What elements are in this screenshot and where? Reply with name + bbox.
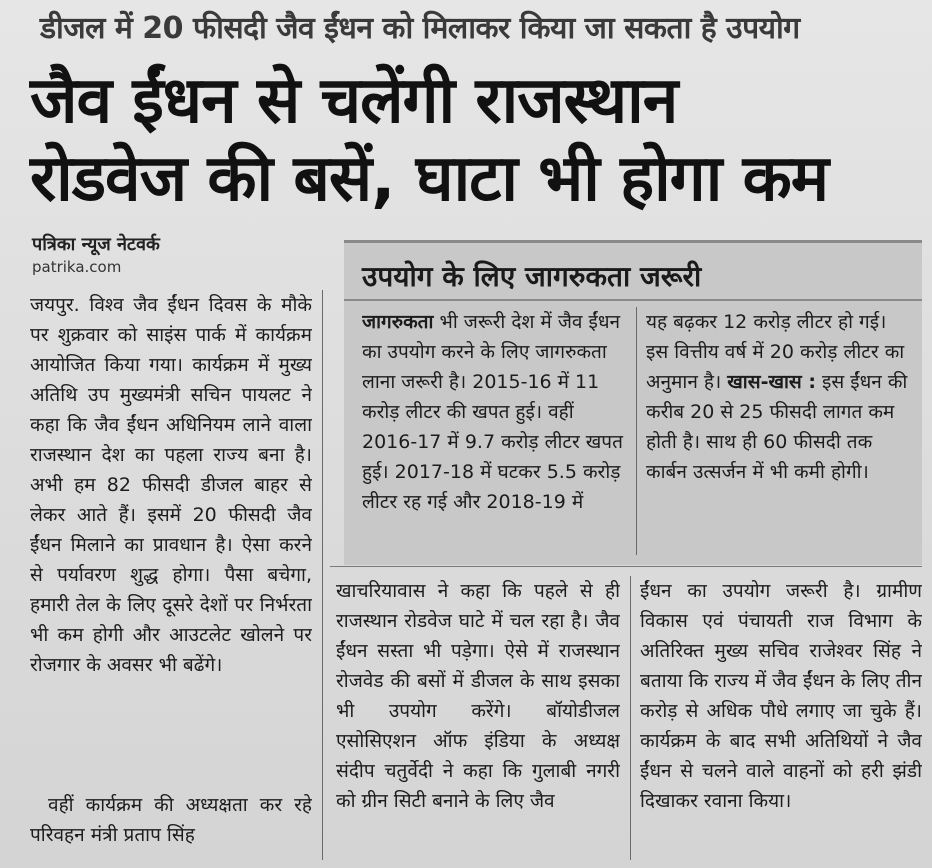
info-box-rule [344,299,922,301]
info-box-left-lead: जागरुकता [362,311,434,333]
article-column-3: ईंधन का उपयोग जरूरी है। ग्रामीण विकास एवं पंचायती राज विभाग के अतिरिक्त मुख्य सचिव राजेश्वर सिंह ने बताया कि राज्य में जैव ईंधन के लिए तीन करोड़ से अधिक पौधे लगाए जा चुके हैं। कार्यक्रम के बाद सभी अतिथियों ने जैव ईंधन से चलने वाले वाहनों को हरी झंडी दिखाकर रवाना किया। [640,580,922,812]
headline-line-1: जैव ईंधन से चलेंगी राजस्थान [30,64,678,138]
column-divider [630,576,631,860]
info-box-right-body: यह बढ़कर 12 करोड़ लीटर हो गई। इस वित्तीय वर्ष में 20 करोड़ लीटर का अनुमान है। [646,311,905,393]
article-column-2: खाचरियावास ने कहा कि पहले से ही राजस्थान रोडवेज घाटे में चल रहा है। जैव ईंधन सस्ता भी पड़ेगा। ऐसे में राजस्थान रोजवेड की बसों में डीजल के साथ इसका भी उपयोग करेंगे। बॉयोडीजल एसोसिएशन ऑफ इंडिया के अध्यक्ष संदीप चतुर्वेदी ने कहा कि गुलाबी नगरी को ग्रीन सिटी बनाने के लिए जैव [336,580,620,812]
article-column-1: जयपुर. विश्व जैव ईंधन दिवस के मौके पर शुक्रवार को साइंस पार्क में कार्यक्रम आयोजित किया गया। कार्यक्रम में मुख्य अतिथि उप मुख्यमंत्री सचिन पायलट ने कहा कि जैव ईंधन अधिनियम लाने वाला राजस्थान देश का पहला राज्य बना है। अभी हम 82 फीसदी डीजल बाहर से लेकर आते हैं। इसमें 20 फीसदी जैव ईंधन मिलाने का प्रावधान है। ऐसा करने से पर्यावरण शुद्ध होगा। पैसा बचेगा, हमारी तेल के लिए दूसरे देशों पर निर्भरता भी कम होगी और आउटलेट खोलने पर रोजगार के अवसर भी बढेंगे। [30,294,312,676]
info-box-right-text [646,307,908,557]
info-box-divider [636,307,637,555]
source-url: patrika.com [32,258,122,276]
info-box-title: उपयोग के लिए जागरुकता जरूरी [362,260,702,293]
info-box-right-lead: खास-खास : [727,371,816,393]
headline-line-2: रोडवेज की बसें, घाटा भी होगा कम [30,142,828,216]
column-divider [322,290,323,860]
box-bottom-rule [330,566,922,567]
main-headline [30,62,920,218]
kicker-headline: डीजल में 20 फीसदी जैव ईंधन को मिलाकर किया जा सकता है उपयोग [40,11,800,46]
article-column-1-continued: वहीं कार्यक्रम की अध्यक्षता कर रहे परिवहन मंत्री प्रताप सिंह [30,794,312,846]
info-box-left-text [362,307,628,557]
info-box-left-body: भी जरूरी देश में जैव ईंधन का उपयोग करने के लिए जागरुकता लाना जरूरी है। 2015-16 में 11 करोड़ लीटर की खपत हुई। वहीं 2016-17 में 9.7 करोड़ लीटर खपत हुई। 2017-18 में घटकर 5.5 करोड़ लीटर रह गई और 2018-19 में [362,311,623,513]
info-box-right-body-2: इस ईंधन की करीब 20 से 25 फीसदी लागत कम होती है। साथ ही 60 फीसदी तक कार्बन उत्सर्जन में भी कमी होगी। [646,371,908,483]
byline: पत्रिका न्यूज नेटवर्क [32,234,160,255]
info-box [344,240,922,565]
